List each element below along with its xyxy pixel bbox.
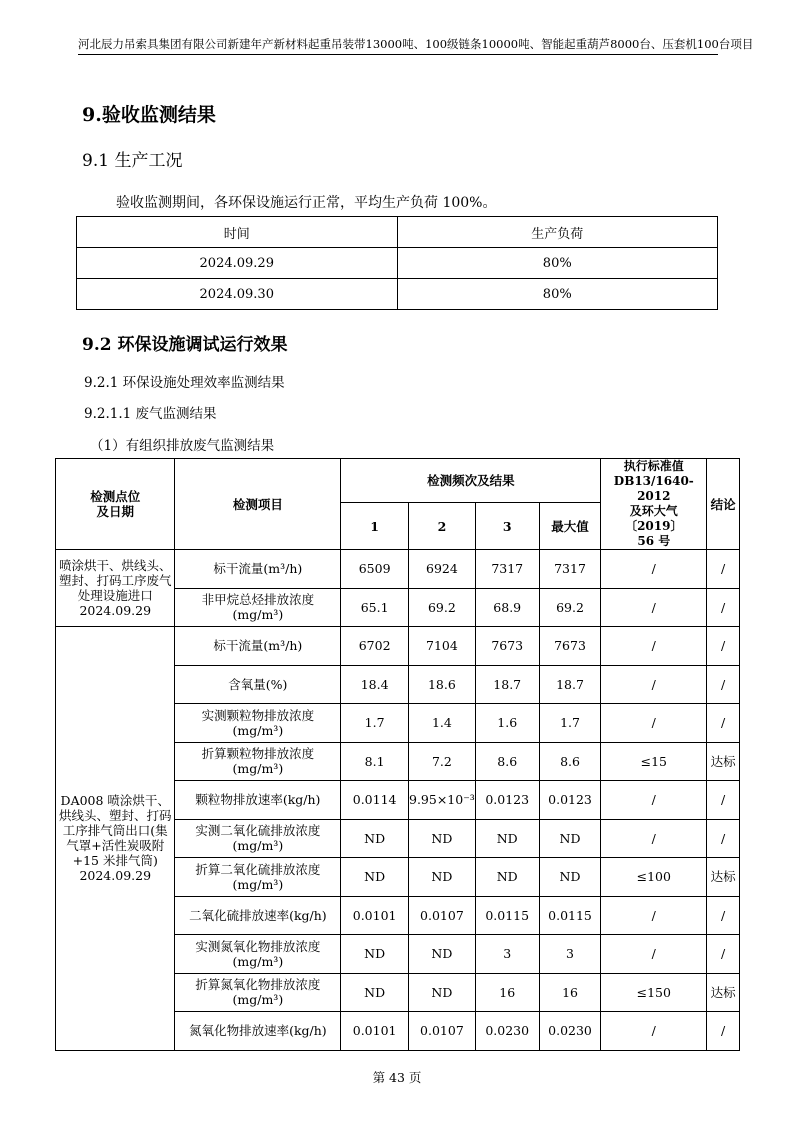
- cell-v1: ND: [341, 858, 409, 897]
- cell-max: 0.0230: [539, 1012, 601, 1051]
- cell-v3: 0.0230: [475, 1012, 539, 1051]
- cell-item: 实测二氧化硫排放浓度 (mg/m³): [175, 819, 341, 858]
- cell-v2: ND: [409, 858, 476, 897]
- cell-item: 实测颗粒物排放浓度 (mg/m³): [175, 704, 341, 743]
- cell-std: /: [601, 550, 707, 589]
- cell-v3: 7317: [475, 550, 539, 589]
- cell-v1: 0.0101: [341, 896, 409, 935]
- cell-v1: 0.0101: [341, 1012, 409, 1051]
- cell-v2: 18.6: [409, 665, 476, 704]
- header-rule: [78, 54, 718, 55]
- section-9-2-1-title: 9.2.1 环保设施处理效率监测结果: [84, 375, 285, 391]
- cell-max: 18.7: [539, 665, 601, 704]
- gas-monitoring-table: [55, 458, 740, 1051]
- cell-std: /: [601, 665, 707, 704]
- cell-item: 折算颗粒物排放浓度 (mg/m³): [175, 742, 341, 781]
- cell-std: ≤150: [601, 973, 707, 1012]
- cell-point: 喷涂烘干、烘线头、 塑封、打码工序废气 处理设施进口 2024.09.29: [56, 550, 175, 627]
- cell-max: ND: [539, 858, 601, 897]
- cell-max: 69.2: [539, 588, 601, 627]
- cell-max: 0.0123: [539, 781, 601, 820]
- cell-item: 含氧量(%): [175, 665, 341, 704]
- cell-v2: ND: [409, 819, 476, 858]
- cell-std: /: [601, 1012, 707, 1051]
- table-row: [77, 248, 718, 279]
- cell-v1: 18.4: [341, 665, 409, 704]
- cell-v2: 7.2: [409, 742, 476, 781]
- cell-item: 折算氮氧化物排放浓度 (mg/m³): [175, 973, 341, 1012]
- cell-std: /: [601, 627, 707, 666]
- cell-concl: /: [707, 704, 740, 743]
- table-row: [77, 279, 718, 310]
- cell-item: 折算二氧化硫排放浓度 (mg/m³): [175, 858, 341, 897]
- cell-v3: 68.9: [475, 588, 539, 627]
- cell-v2: 9.95×10⁻³: [409, 781, 476, 820]
- cell-v2: 7104: [409, 627, 476, 666]
- cell-std: /: [601, 588, 707, 627]
- cell-item: 标干流量(m³/h): [175, 627, 341, 666]
- cell-std: ≤15: [601, 742, 707, 781]
- cell-v1: ND: [341, 935, 409, 974]
- cell-std: /: [601, 896, 707, 935]
- cell-concl: 达标: [707, 858, 740, 897]
- cell-std: ≤100: [601, 858, 707, 897]
- cell-concl: /: [707, 935, 740, 974]
- cell-v3: ND: [475, 819, 539, 858]
- cell-v2: ND: [409, 973, 476, 1012]
- cell-v3: 8.6: [475, 742, 539, 781]
- cell-v1: 1.7: [341, 704, 409, 743]
- section-9-1-text: 验收监测期间，各环保设施运行正常，平均生产负荷 100%。: [116, 195, 497, 211]
- cell-concl: 达标: [707, 742, 740, 781]
- cell-point: DA008 喷涂烘干、 烘线头、塑封、打码 工序排气筒出口(集 气罩+活性炭吸附 +15 米排气筒) 2024.09.29: [56, 627, 175, 1051]
- cell-std: /: [601, 935, 707, 974]
- cell-v1: ND: [341, 973, 409, 1012]
- header-max: 最大值: [539, 503, 601, 550]
- cell-v1: 8.1: [341, 742, 409, 781]
- table-row: [56, 627, 740, 666]
- cell-v1: 65.1: [341, 588, 409, 627]
- cell-v3: 0.0123: [475, 781, 539, 820]
- cell-concl: /: [707, 588, 740, 627]
- cell-v1: 0.0114: [341, 781, 409, 820]
- cell-concl: /: [707, 896, 740, 935]
- cell-load: 80%: [397, 279, 718, 310]
- cell-v1: 6509: [341, 550, 409, 589]
- cell-std: /: [601, 781, 707, 820]
- cell-v2: 6924: [409, 550, 476, 589]
- cell-time: 2024.09.30: [77, 279, 398, 310]
- cell-item: 标干流量(m³/h): [175, 550, 341, 589]
- cell-concl: /: [707, 819, 740, 858]
- section-9-title: 9.验收监测结果: [82, 104, 216, 126]
- header-time: 时间: [77, 217, 398, 248]
- cell-v3: 16: [475, 973, 539, 1012]
- cell-max: 7317: [539, 550, 601, 589]
- page-header: 河北辰力吊索具集团有限公司新建年产新材料起重吊装带13000吨、100级链条10000吨、智能起重葫芦8000台、压套机100台项目: [78, 37, 754, 51]
- cell-concl: /: [707, 627, 740, 666]
- section-9-2-title: 9.2 环保设施调试运行效果: [82, 335, 288, 355]
- cell-v2: 69.2: [409, 588, 476, 627]
- cell-concl: /: [707, 781, 740, 820]
- section-9-2-1-1-title: 9.2.1.1 废气监测结果: [84, 406, 217, 422]
- header-n2: 2: [409, 503, 476, 550]
- header-n3: 3: [475, 503, 539, 550]
- cell-item: 颗粒物排放速率(kg/h): [175, 781, 341, 820]
- header-standard: 执行标准值 DB13/1640-2012 及环大气〔2019〕 56 号: [601, 459, 707, 550]
- cell-concl: /: [707, 1012, 740, 1051]
- cell-v3: 0.0115: [475, 896, 539, 935]
- cell-time: 2024.09.29: [77, 248, 398, 279]
- cell-v1: ND: [341, 819, 409, 858]
- cell-max: 7673: [539, 627, 601, 666]
- cell-item: 氮氧化物排放速率(kg/h): [175, 1012, 341, 1051]
- cell-v3: 18.7: [475, 665, 539, 704]
- cell-v2: ND: [409, 935, 476, 974]
- cell-v2: 0.0107: [409, 1012, 476, 1051]
- table-header-row: [77, 217, 718, 248]
- cell-load: 80%: [397, 248, 718, 279]
- cell-v3: 1.6: [475, 704, 539, 743]
- cell-v2: 0.0107: [409, 896, 476, 935]
- header-n1: 1: [341, 503, 409, 550]
- header-frequency: 检测频次及结果: [341, 459, 601, 503]
- cell-max: ND: [539, 819, 601, 858]
- cell-max: 0.0115: [539, 896, 601, 935]
- header-point: 检测点位 及日期: [56, 459, 175, 550]
- cell-v1: 6702: [341, 627, 409, 666]
- cell-v3: 7673: [475, 627, 539, 666]
- table-header-row: [56, 459, 740, 503]
- page-number: 第 43 页: [372, 1070, 422, 1085]
- cell-std: /: [601, 819, 707, 858]
- cell-max: 3: [539, 935, 601, 974]
- cell-concl: /: [707, 665, 740, 704]
- section-9-1-title: 9.1 生产工况: [82, 151, 183, 171]
- cell-concl: 达标: [707, 973, 740, 1012]
- cell-item: 二氧化硫排放速率(kg/h): [175, 896, 341, 935]
- header-item: 检测项目: [175, 459, 341, 550]
- cell-max: 8.6: [539, 742, 601, 781]
- cell-std: /: [601, 704, 707, 743]
- header-load: 生产负荷: [397, 217, 718, 248]
- production-load-table: [76, 216, 718, 310]
- cell-item: 非甲烷总烃排放浓度 (mg/m³): [175, 588, 341, 627]
- cell-v2: 1.4: [409, 704, 476, 743]
- cell-v3: 3: [475, 935, 539, 974]
- cell-concl: /: [707, 550, 740, 589]
- cell-max: 1.7: [539, 704, 601, 743]
- cell-max: 16: [539, 973, 601, 1012]
- header-conclusion: 结论: [707, 459, 740, 550]
- cell-item: 实测氮氧化物排放浓度 (mg/m³): [175, 935, 341, 974]
- table-row: [56, 550, 740, 589]
- cell-v3: ND: [475, 858, 539, 897]
- subsection-organized-emission: （1）有组织排放废气监测结果: [90, 438, 275, 454]
